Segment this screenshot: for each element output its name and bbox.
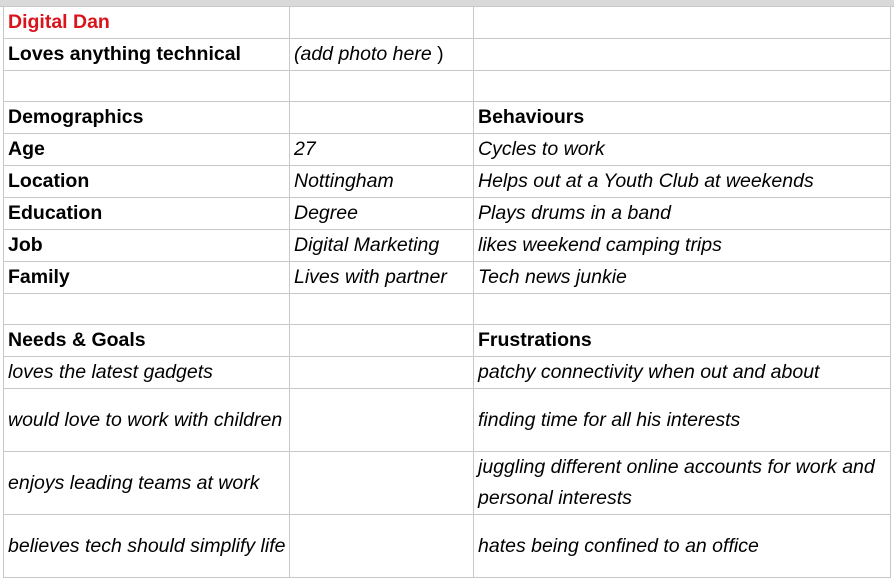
empty-cell[interactable]	[4, 71, 290, 102]
photo-placeholder-close: )	[437, 43, 444, 65]
behaviour-item[interactable]: Cycles to work	[474, 134, 891, 166]
demographics-heading[interactable]: Demographics	[4, 102, 290, 134]
needs-goals-heading[interactable]: Needs & Goals	[4, 325, 290, 357]
photo-placeholder[interactable]	[290, 39, 474, 71]
demographic-value[interactable]: Digital Marketing	[290, 230, 474, 262]
empty-cell[interactable]	[474, 39, 891, 71]
empty-cell[interactable]	[290, 452, 474, 515]
empty-cell[interactable]	[290, 102, 474, 134]
empty-cell[interactable]	[474, 71, 891, 102]
persona-tagline[interactable]: Loves anything technical	[4, 39, 290, 71]
behaviours-heading[interactable]: Behaviours	[474, 102, 891, 134]
behaviour-item[interactable]: likes weekend camping trips	[474, 230, 891, 262]
frustration-item[interactable]: finding time for all his interests	[474, 389, 891, 452]
behaviour-item[interactable]: Helps out at a Youth Club at weekends	[474, 166, 891, 198]
empty-cell[interactable]	[4, 294, 290, 325]
frustration-item[interactable]: hates being confined to an office	[474, 515, 891, 578]
demographic-value[interactable]: Nottingham	[290, 166, 474, 198]
persona-table	[3, 6, 891, 578]
frustrations-heading[interactable]: Frustrations	[474, 325, 891, 357]
empty-cell[interactable]	[290, 71, 474, 102]
need-goal-item[interactable]: would love to work with children	[4, 389, 290, 452]
demographic-label[interactable]: Family	[4, 262, 290, 294]
empty-cell[interactable]	[474, 7, 891, 39]
need-goal-item[interactable]: believes tech should simplify life	[4, 515, 290, 578]
demographic-value[interactable]: 27	[290, 134, 474, 166]
empty-cell[interactable]	[290, 357, 474, 389]
demographic-label[interactable]: Job	[4, 230, 290, 262]
behaviour-item[interactable]: Tech news junkie	[474, 262, 891, 294]
frustration-item[interactable]: patchy connectivity when out and about	[474, 357, 891, 389]
demographic-value[interactable]: Degree	[290, 198, 474, 230]
frustration-item[interactable]: juggling different online accounts for work and personal interests	[474, 452, 891, 515]
empty-cell[interactable]	[290, 294, 474, 325]
demographic-label[interactable]: Age	[4, 134, 290, 166]
demographic-value[interactable]: Lives with partner	[290, 262, 474, 294]
empty-cell[interactable]	[290, 515, 474, 578]
empty-cell[interactable]	[290, 7, 474, 39]
need-goal-item[interactable]: loves the latest gadgets	[4, 357, 290, 389]
need-goal-item[interactable]: enjoys leading teams at work	[4, 452, 290, 515]
empty-cell[interactable]	[474, 294, 891, 325]
behaviour-item[interactable]: Plays drums in a band	[474, 198, 891, 230]
demographic-label[interactable]: Education	[4, 198, 290, 230]
empty-cell[interactable]	[290, 325, 474, 357]
photo-placeholder-text: (add photo here	[294, 43, 432, 65]
empty-cell[interactable]	[290, 389, 474, 452]
demographic-label[interactable]: Location	[4, 166, 290, 198]
persona-name[interactable]: Digital Dan	[4, 7, 290, 39]
